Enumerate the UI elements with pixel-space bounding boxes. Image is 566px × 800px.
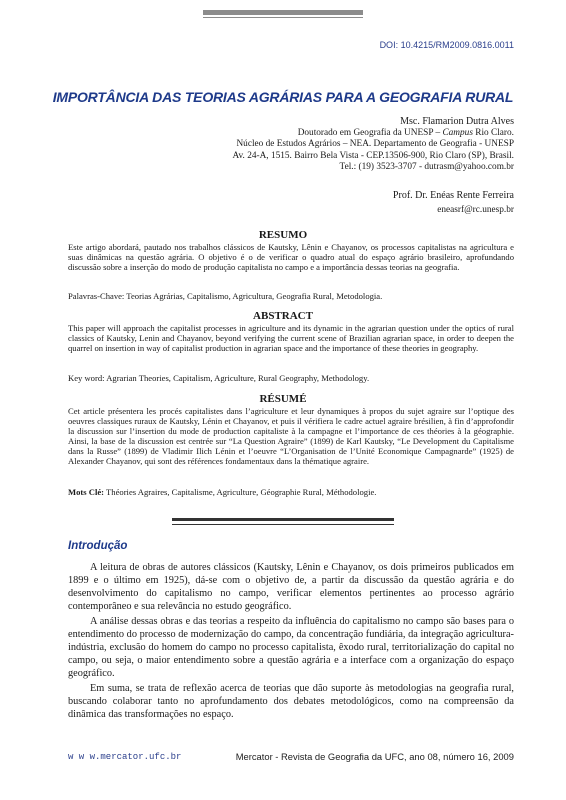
footer-journal: Mercator - Revista de Geografia da UFC, ano 08, número 16, 2009 [235, 751, 514, 762]
resumo-heading: RESUMO [258, 229, 308, 241]
intro-paragraph-2: A análise dessas obras e das teorias a respeito da influência do capitalismo no campo são bases para o entendimento do processo de modernização do campo, da concentração fundiária, da integração agricultura-indústria, exclusão do homem do campo no processo capitalista, êxodo rural, territorialização do capital no campo, ou seja, o maior entendimento sobre a questão agrária e a interface com a organização do espaço geográfico. [68, 616, 514, 679]
author-block-1 [232, 116, 514, 174]
author-contact: Tel.: (19) 3523-3707 - dutrasm@yahoo.com.br [339, 162, 514, 172]
section-divider [172, 518, 394, 521]
intro-body [68, 561, 514, 721]
author-department: Núcleo de Estudos Agrários – NEA. Departamento de Geografia - UNESP [236, 139, 514, 149]
abstract-text: This paper will approach the capitalist processes in agriculture and its dynamic in the agrarian question under the optics of rural classics of Kautsky, Lenin and Chayanov, beyond verifying the current scene of Brazilian agrarian space, in order to deepen the quarrel on insertion in way of capitalist production in agrarian space and the importance of these theories in geography. [68, 323, 514, 353]
header-rule-thick [203, 10, 363, 15]
resume-keywords-label: Mots Clé: [68, 487, 105, 497]
author-block-2 [393, 190, 514, 216]
footer-site-link[interactable]: w w w.mercator.ufc.br [68, 752, 182, 762]
affiliation-text: Doutorado em Geografia da UNESP – [297, 127, 443, 138]
campus-text: Campus [442, 127, 473, 138]
intro-heading: Introdução [68, 540, 128, 552]
section-divider-thin [172, 524, 394, 525]
abstract-heading: ABSTRACT [253, 310, 313, 322]
resume-keywords-list: Théories Agraires, Capitalisme, Agriculture, Géographie Rural, Méthodologie. [104, 487, 377, 497]
resume-heading: RÉSUMÉ [259, 393, 307, 405]
author-name: Prof. Dr. Enéas Rente Ferreira [392, 190, 514, 201]
article-title: IMPORTÂNCIA DAS TEORIAS AGRÁRIAS PARA A GEOGRAFIA RURAL [52, 89, 514, 105]
resumo-keywords: Palavras-Chave: Teorias Agrárias, Capitalismo, Agricultura, Geografia Rural, Metodologia. [68, 291, 383, 301]
abstract-keywords: Key word: Agrarian Theories, Capitalism, Agriculture, Rural Geography, Methodology. [68, 373, 370, 383]
resume-keywords [68, 487, 514, 497]
author-name: Msc. Flamarion Dutra Alves [400, 116, 514, 127]
intro-paragraph-3: Em suma, se trata de reflexão acerca de teorias que dão suporte às metodologias na geografia rural, buscando colaborar tanto no aprofundamento dos debates metodológicos, como na compreensão da dinâmica das transformações no espaço. [68, 683, 514, 720]
resumo-text: Este artigo abordará, pautado nos trabalhos clássicos de Kautsky, Lênin e Chayanov, os processos capitalistas na agricultura e suas dinâmicas na questão agrária. O objetivo é o de verificar o quadro atual do espaço agrário brasileiro, aprofundando discussão sobre a inserção do modo de produção capitalista no campo e a importância dessas teorias na geografia. [68, 242, 514, 272]
header-rule-thin [203, 17, 363, 18]
author-email: eneasrf@rc.unesp.br [437, 204, 514, 215]
author-affiliation-line [232, 128, 514, 140]
affiliation-text: Rio Claro. [472, 127, 514, 138]
author-address: Av. 24-A, 1515. Bairro Bela Vista - CEP.13506-900, Rio Claro (SP), Brasil. [232, 150, 514, 161]
intro-paragraph-1: A leitura de obras de autores clássicos (Kautsky, Lênin e Chayanov, os dois primeiros publicados em 1899 e o último em 1925), dá-se com o objetivo de, a partir da discussão da questão agrária e do desenvolvimento do capitalismo no campo, verificar elementos pertinentes ao processo agrário contemporâneo e sua relevância no estudo geográfico. [68, 562, 514, 612]
resume-text: Cet article présentera les procés capitalistes dans l’agriculture et leur dynamiques à propos du sujet agraire sur l’optique des oeuvres classiques ruraux de Kautsky, Lénin et Chayanov, et puis il vérifiera le cadre actuel agraire brésilien, à fin d’approfondir la discussion sur l’insertion du mode de production capitaliste à la campagne et l’importance de ces théories à la géographie. Ainsi, la base de la discussion est centrée sur “La Question Agraire” (1899) de Karl Kautsky, “Le Development du Capitalisme dans la Russe” (1899) de Vladimir Ilich Lénin et l’oeuvre “L’Organisation de l’Unité Economique Campagnarde” (1925) de Alexander Chayanov, qui sont des références fondamentaux dans la thématique agraire. [68, 406, 514, 466]
doi-link[interactable]: DOI: 10.4215/RM2009.0816.0011 [379, 40, 514, 50]
